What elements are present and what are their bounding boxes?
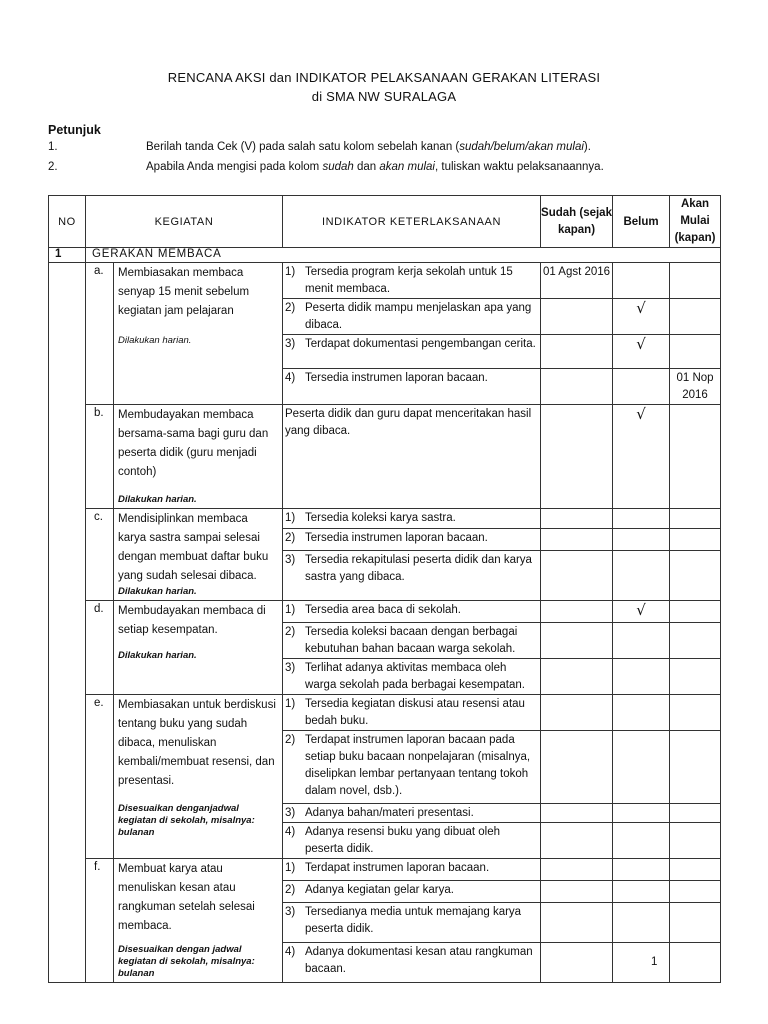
- status-belum: [613, 509, 670, 529]
- activity-text: Membudayakan membaca di setiap kesempatan.: [118, 605, 266, 636]
- activity-letter: d.: [86, 601, 114, 695]
- status-akan-mulai: [670, 263, 721, 299]
- table-row: [49, 405, 721, 509]
- status-akan-mulai: [670, 823, 721, 859]
- activity-letter: c.: [86, 509, 114, 601]
- status-akan-mulai: [670, 942, 721, 982]
- indicator-cell: [283, 551, 541, 601]
- indicator-cell: [283, 623, 541, 659]
- indicator-number: 1): [285, 512, 296, 524]
- status-belum: [613, 659, 670, 695]
- document-title-line2: di SMA NW SURALAGA: [311, 89, 457, 104]
- status-akan-mulai: [670, 859, 721, 881]
- status-sudah: [541, 942, 613, 982]
- activity-text: Mendisiplinkan membaca karya sastra sampai selesai dengan membuat daftar buku yang sudah selesai dibaca.: [118, 513, 269, 582]
- status-sudah: [541, 804, 613, 823]
- indicator-cell: [283, 405, 541, 509]
- indicator-text: Tersedia program kerja sekolah untuk 15 menit membaca.: [305, 266, 513, 295]
- status-belum: [613, 804, 670, 823]
- activity-description: [114, 405, 283, 509]
- indicator-text: Adanya dokumentasi kesan atau rangkuman bacaan.: [305, 945, 533, 975]
- header-indikator: INDIKATOR KETERLAKSANAAN: [283, 196, 541, 248]
- status-belum: [613, 529, 670, 551]
- check-mark-icon: √: [636, 299, 646, 317]
- check-mark-icon: √: [636, 335, 646, 353]
- status-akan-mulai: [670, 623, 721, 659]
- indicator-text: Tersedianya media untuk memajang karya peserta didik.: [305, 905, 522, 935]
- indicator-number: 3): [285, 662, 296, 674]
- activity-note: Dilakukan harian.: [118, 494, 197, 505]
- indicator-number: 1): [285, 698, 296, 710]
- status-sudah: [541, 551, 613, 601]
- activity-letter: e.: [86, 695, 114, 859]
- table-row: [49, 695, 721, 731]
- section-label: GERAKAN MEMBACA: [86, 248, 721, 263]
- status-akan-mulai: [670, 551, 721, 601]
- status-akan-mulai: [670, 369, 721, 405]
- activity-note: Dilakukan harian.: [118, 335, 192, 346]
- indicator-cell: [283, 335, 541, 369]
- indicator-number: 3): [285, 554, 296, 567]
- status-belum: [613, 942, 670, 982]
- status-belum: [613, 299, 670, 335]
- indicator-cell: [283, 509, 541, 529]
- indicator-cell: [283, 804, 541, 823]
- activity-text: Membiasakan untuk berdiskusi tentang buku yang sudah dibaca, menuliskan kembali/membuat resensi, dan presentasi.: [118, 699, 276, 787]
- activity-note: Dilakukan harian.: [118, 650, 197, 661]
- header-akan-mulai: Akan Mulai (kapan): [670, 196, 721, 248]
- indicator-text: Peserta didik dan guru dapat menceritakan hasil yang dibaca.: [285, 408, 532, 437]
- indicator-number: 4): [285, 945, 296, 958]
- status-akan-mulai: [670, 804, 721, 823]
- status-sudah: [541, 601, 613, 623]
- indicator-number: 2): [285, 626, 296, 638]
- indicator-number: 2): [285, 532, 296, 545]
- indicator-text: Peserta didik mampu menjelaskan apa yang dibaca.: [305, 302, 532, 331]
- status-belum: [613, 881, 670, 902]
- indicator-cell: [283, 529, 541, 551]
- status-sudah: [541, 369, 613, 405]
- status-date: 01 Nop 2016: [676, 372, 714, 401]
- status-akan-mulai: [670, 405, 721, 509]
- activity-text: Membudayakan membaca bersama-sama bagi guru dan peserta didik (guru menjadi contoh): [118, 409, 269, 478]
- status-belum: [613, 405, 670, 509]
- status-belum: [613, 695, 670, 731]
- status-akan-mulai: [670, 881, 721, 902]
- indicator-number: 3): [285, 905, 296, 918]
- status-sudah: [541, 405, 613, 509]
- check-mark-icon: √: [636, 405, 646, 423]
- status-akan-mulai: [670, 509, 721, 529]
- indicator-cell: [283, 299, 541, 335]
- header-no: NO: [49, 196, 86, 248]
- table-header-row: [49, 196, 721, 248]
- status-akan-mulai: [670, 659, 721, 695]
- indicator-text: Tersedia kegiatan diskusi atau resensi atau bedah buku.: [305, 698, 525, 727]
- table-row: [49, 263, 721, 299]
- indicator-text: Terdapat instrumen laporan bacaan.: [305, 862, 490, 874]
- instruction-text: Apabila Anda mengisi pada kolom sudah dan akan mulai, tuliskan waktu pelaksanaannya.: [146, 161, 604, 173]
- instruction-number: 1.: [48, 141, 58, 153]
- indicator-number: 3): [285, 807, 296, 819]
- activity-description: [114, 509, 283, 601]
- indicator-text: Tersedia instrumen laporan bacaan.: [305, 532, 488, 545]
- indicator-cell: [283, 695, 541, 731]
- status-akan-mulai: [670, 902, 721, 942]
- indicator-text: Tersedia instrumen laporan bacaan.: [305, 372, 488, 384]
- indicator-number: 2): [285, 884, 296, 897]
- activity-description: [114, 601, 283, 695]
- status-sudah: [541, 731, 613, 804]
- status-sudah: [541, 263, 613, 299]
- indicator-text: Adanya bahan/materi presentasi.: [305, 807, 474, 819]
- indicator-cell: [283, 823, 541, 859]
- status-belum: [613, 902, 670, 942]
- activity-note: Dilakukan harian.: [118, 586, 197, 597]
- status-akan-mulai: [670, 601, 721, 623]
- indicator-text: Adanya kegiatan gelar karya.: [305, 884, 454, 897]
- table-row: [49, 509, 721, 529]
- status-belum: [613, 823, 670, 859]
- indicator-text: Tersedia rekapitulasi peserta didik dan karya sastra yang dibaca.: [305, 554, 532, 584]
- indicator-text: Tersedia koleksi bacaan dengan berbagai kebutuhan bahan bacaan warga sekolah.: [305, 626, 518, 655]
- status-belum: [613, 623, 670, 659]
- indicator-text: Adanya resensi buku yang dibuat oleh peserta didik.: [305, 826, 501, 855]
- activity-letter: b.: [86, 405, 114, 509]
- indicator-cell: [283, 942, 541, 982]
- indicator-cell: [283, 859, 541, 881]
- activity-description: [114, 859, 283, 983]
- status-date: 01 Agst 2016: [542, 266, 611, 278]
- table-row: [49, 601, 721, 623]
- indicator-number: 1): [285, 266, 296, 278]
- activity-text: Membiasakan membaca senyap 15 menit sebelum kegiatan jam pelajaran: [118, 267, 250, 317]
- indicator-text: Terlihat adanya aktivitas membaca oleh warga sekolah pada berbagai kesempatan.: [305, 662, 525, 691]
- status-sudah: [541, 335, 613, 369]
- action-plan-table: [48, 195, 721, 983]
- indicator-cell: [283, 881, 541, 902]
- indicator-number: 4): [285, 372, 296, 384]
- page-number: 1: [651, 956, 658, 968]
- indicator-number: 4): [285, 826, 296, 838]
- activity-note: Disesuaikan denganjadwal kegiatan di sekolah, misalnya: bulanan: [118, 803, 255, 838]
- no-cell: [49, 263, 86, 983]
- indicator-number: 1): [285, 862, 296, 874]
- header-belum: Belum: [613, 196, 670, 248]
- status-sudah: [541, 902, 613, 942]
- status-akan-mulai: [670, 335, 721, 369]
- status-akan-mulai: [670, 529, 721, 551]
- activity-description: [114, 695, 283, 859]
- status-sudah: [541, 299, 613, 335]
- instruction-number: 2.: [48, 161, 58, 173]
- status-belum: [613, 335, 670, 369]
- indicator-text: Terdapat instrumen laporan bacaan pada setiap buku bacaan nonpelajaran (misalnya, diselipkan lembar pertanyaan tentang tokoh dalam novel, dsb.).: [305, 734, 531, 797]
- status-akan-mulai: [670, 695, 721, 731]
- indicator-text: Tersedia area baca di sekolah.: [305, 604, 462, 616]
- instructions-heading: Petunjuk: [48, 123, 101, 137]
- document-title-line1: RENCANA AKSI dan INDIKATOR PELAKSANAAN GERAKAN LITERASI: [167, 70, 601, 85]
- indicator-cell: [283, 263, 541, 299]
- header-kegiatan: KEGIATAN: [86, 196, 283, 248]
- status-belum: [613, 551, 670, 601]
- status-sudah: [541, 881, 613, 902]
- activity-note: Disesuaikan dengan jadwal kegiatan di sekolah, misalnya: bulanan: [118, 944, 255, 979]
- activity-description: [114, 263, 283, 405]
- status-sudah: [541, 623, 613, 659]
- section-number: 1: [49, 248, 86, 263]
- instruction-text: Berilah tanda Cek (V) pada salah satu kolom sebelah kanan (sudah/belum/akan mulai).: [146, 141, 591, 153]
- status-sudah: [541, 823, 613, 859]
- status-sudah: [541, 859, 613, 881]
- status-akan-mulai: [670, 731, 721, 804]
- status-belum: [613, 601, 670, 623]
- indicator-number: 2): [285, 302, 296, 314]
- activity-text: Membuat karya atau menuliskan kesan atau rangkuman setelah selesai membaca.: [118, 863, 255, 932]
- activity-letter: f.: [86, 859, 114, 983]
- indicator-cell: [283, 601, 541, 623]
- status-akan-mulai: [670, 299, 721, 335]
- status-sudah: [541, 509, 613, 529]
- indicator-number: 1): [285, 604, 296, 616]
- header-sudah: Sudah (sejak kapan): [541, 196, 613, 248]
- activity-letter: a.: [86, 263, 114, 405]
- indicator-cell: [283, 731, 541, 804]
- status-belum: [613, 731, 670, 804]
- status-belum: [613, 369, 670, 405]
- check-mark-icon: √: [636, 601, 646, 619]
- indicator-number: 3): [285, 338, 296, 350]
- indicator-text: Tersedia koleksi karya sastra.: [305, 512, 456, 524]
- indicator-cell: [283, 659, 541, 695]
- status-sudah: [541, 529, 613, 551]
- status-belum: [613, 859, 670, 881]
- status-sudah: [541, 695, 613, 731]
- indicator-text: Terdapat dokumentasi pengembangan cerita.: [305, 338, 536, 350]
- status-belum: [613, 263, 670, 299]
- indicator-cell: [283, 369, 541, 405]
- indicator-cell: [283, 902, 541, 942]
- section-row: [49, 248, 721, 263]
- status-sudah: [541, 659, 613, 695]
- table-row: [49, 859, 721, 881]
- indicator-number: 2): [285, 734, 296, 746]
